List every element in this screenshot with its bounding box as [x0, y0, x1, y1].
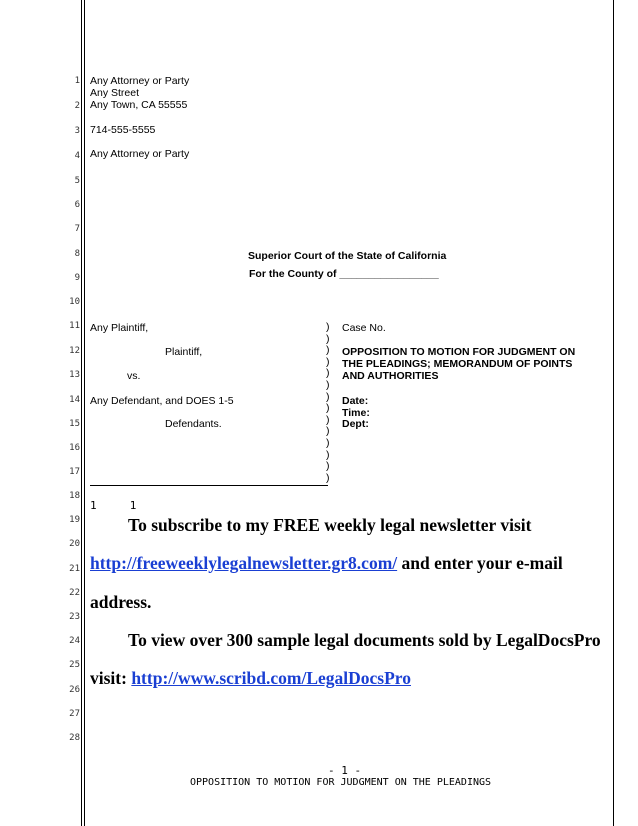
versus-label: vs. [127, 370, 141, 382]
line-number: 3 [74, 126, 80, 136]
line-number: 13 [69, 370, 80, 380]
line-number: 23 [69, 612, 80, 622]
case-number-label: Case No. [342, 322, 386, 334]
line-number: 21 [69, 564, 80, 574]
hearing-date-label: Date: [342, 395, 369, 407]
newsletter-paragraph: To subscribe to my FREE weekly legal newsletter visit [128, 515, 532, 535]
line-number: 27 [69, 709, 80, 719]
scribd-link[interactable]: http://www.scribd.com/LegalDocsPro [131, 668, 411, 688]
line-number: 10 [69, 297, 80, 307]
document-title-line2: THE PLEADINGS; MEMORANDUM OF POINTS [342, 358, 573, 370]
plaintiff-name: Any Plaintiff, [90, 322, 149, 334]
line-number: 16 [69, 443, 80, 453]
documents-paragraph: To view over 300 sample legal documents sold by LegalDocsPro [128, 630, 601, 650]
attorney-for: Any Attorney or Party [90, 148, 190, 160]
line-number: 22 [69, 588, 80, 598]
caption-parentheses: ) ) ) ) ) ) ) ) ) ) ) ) ) ) [326, 321, 330, 484]
line-number: 18 [69, 491, 80, 501]
line-number: 26 [69, 685, 80, 695]
line-number: 8 [74, 249, 80, 259]
line-number: 19 [69, 515, 80, 525]
line-number: 9 [74, 273, 80, 283]
line-number: 12 [69, 346, 80, 356]
page-number: - 1 - [328, 764, 362, 777]
line-number: 11 [69, 321, 80, 331]
right-margin-rule [613, 0, 614, 826]
plaintiff-role: Plaintiff, [165, 346, 203, 358]
newsletter-end: address. [90, 592, 152, 612]
line-number: 1 [74, 76, 80, 86]
caption-underline [90, 485, 328, 486]
hearing-dept-label: Dept: [342, 418, 369, 430]
defendant-role: Defendants. [165, 418, 222, 430]
footer-title: OPPOSITION TO MOTION FOR JUDGMENT ON THE PLEADINGS [190, 777, 492, 788]
attorney-street: Any Street [90, 87, 140, 99]
line-number: 7 [74, 224, 80, 234]
newsletter-link-line [90, 553, 563, 574]
line-number: 25 [69, 660, 80, 670]
line-number: 28 [69, 733, 80, 743]
court-county: For the County of _________________ [249, 268, 439, 280]
line-number: 4 [74, 151, 80, 161]
documents-prefix: visit: [90, 668, 132, 688]
line-number: 6 [74, 200, 80, 210]
attorney-city: Any Town, CA 55555 [90, 99, 188, 111]
document-title-line3: AND AUTHORITIES [342, 370, 439, 382]
left-margin-rule-inner [84, 0, 85, 826]
defendant-name: Any Defendant, and DOES 1-5 [90, 395, 234, 407]
line-number: 5 [74, 176, 80, 186]
attorney-phone: 714-555-5555 [90, 124, 156, 136]
line-number: 20 [69, 539, 80, 549]
line-number: 17 [69, 467, 80, 477]
line-number: 15 [69, 419, 80, 429]
document-title-line1: OPPOSITION TO MOTION FOR JUDGMENT ON [342, 346, 576, 358]
court-name: Superior Court of the State of California [248, 250, 447, 262]
hearing-time-label: Time: [342, 407, 370, 419]
newsletter-rest: and enter your e-mail [397, 553, 563, 573]
documents-link-line [90, 668, 411, 689]
attorney-name: Any Attorney or Party [90, 75, 190, 87]
line-number: 14 [69, 395, 80, 405]
line-number: 24 [69, 636, 80, 646]
left-margin-rule-outer [81, 0, 82, 826]
line-number: 2 [74, 101, 80, 111]
newsletter-link[interactable]: http://freeweeklylegalnewsletter.gr8.com/ [90, 553, 398, 573]
small-marks: 1 1 [90, 499, 137, 512]
